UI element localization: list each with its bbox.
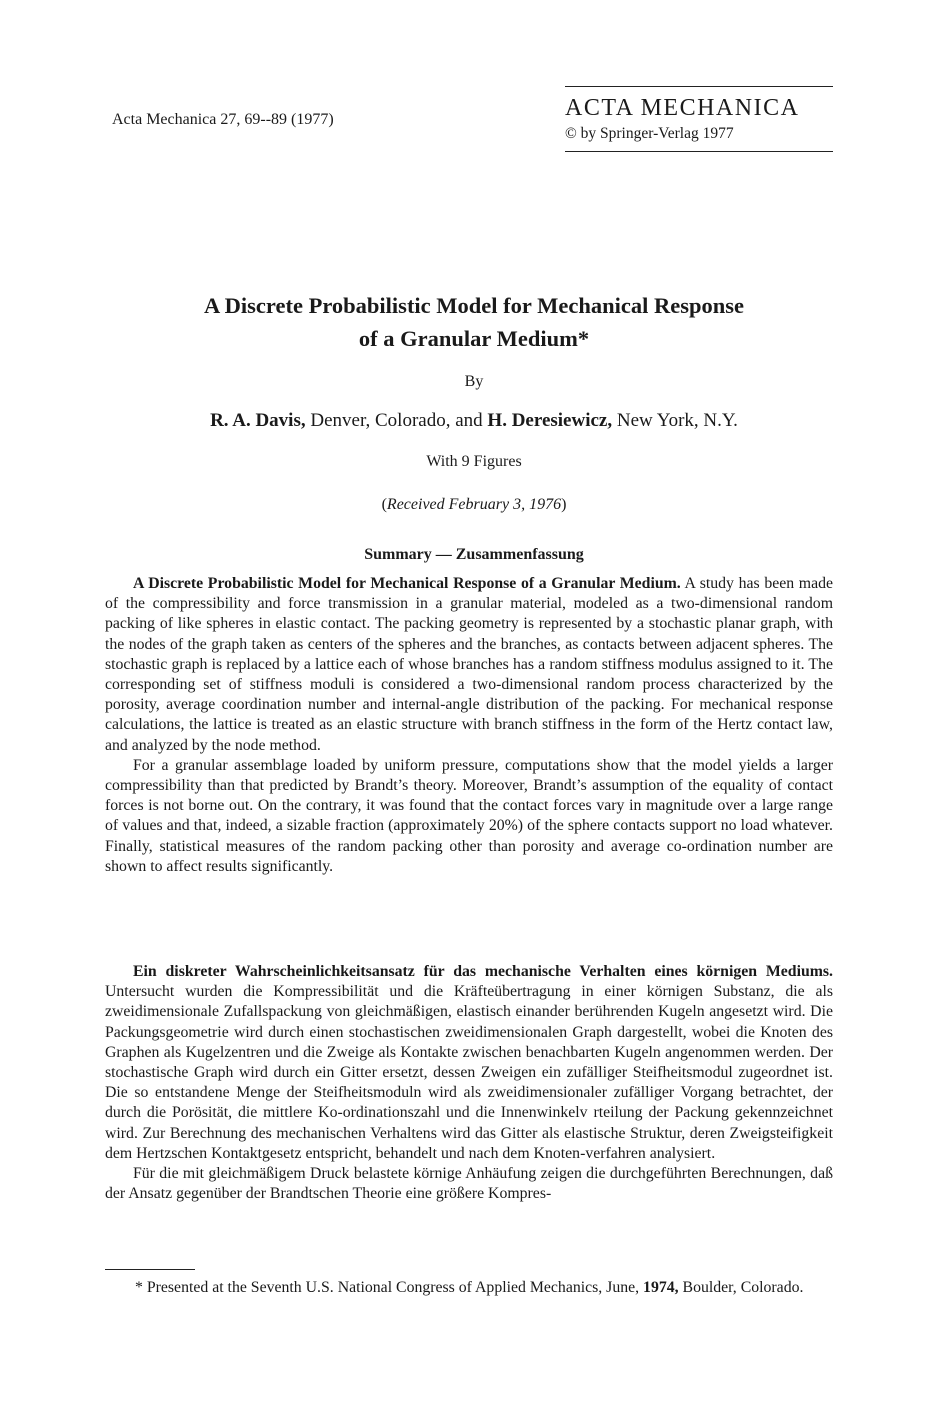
author-2-name: H. Deresiewicz, — [487, 410, 613, 431]
received-text: Received February 3, 1976 — [386, 496, 562, 513]
received-date — [105, 496, 843, 514]
footnote-text-main: * Presented at the Seventh U.S. National Congress of Applied Mechanics, June, — [135, 1279, 644, 1296]
received-close-paren: ) — [561, 496, 567, 513]
received-open-paren: ( — [381, 496, 387, 513]
journal-name: ACTA MECHANICA — [565, 95, 800, 121]
title-line-2: of a Granular Medium* — [358, 326, 590, 351]
article-title — [105, 289, 843, 355]
author-line — [105, 410, 843, 432]
journal-citation: Acta Mechanica 27, 69--89 (1977) — [112, 111, 334, 128]
footnote-rule — [105, 1269, 195, 1270]
footnote-year: 1974, — [643, 1279, 679, 1296]
by-line: By — [464, 373, 484, 390]
german-paragraph-1 — [105, 962, 833, 1164]
copyright-notice: © by Springer-Verlag 1977 — [565, 125, 734, 142]
author-1-location: Denver, Colorado, and — [305, 410, 488, 431]
footnote-location: Boulder, Colorado. — [678, 1279, 804, 1296]
english-paragraph-2: For a granular assemblage loaded by uniform pressure, computations show that the model yields a larger compressibility than that predicted by Brandt’s theory. Moreover, Brandt’s assumption of the equality of contact forces is not borne out. On the contrary, it was found that the contact forces vary in magnitude over a large range of values and that, indeed, a sizable fraction (approximately 20%) of the sphere contacts support no load whatever. Finally, statistical measures of the random packing other than porosity and average co-ordination number are shown to affect results significantly. — [105, 756, 833, 875]
title-line-1: A Discrete Probabilistic Model for Mechanical Response — [204, 293, 744, 318]
german-paragraph-2: Für die mit gleichmäßigem Druck belastete körnige Anhäufung zeigen die durchgeführten Berechnungen, daß der Ansatz gegenüber der Brandtschen Theorie eine größere Kompres- — [105, 1165, 833, 1203]
german-paragraph-1-text: Untersucht wurden die Kompressibilität und die Kräfteübertragung in einer körnigen Substanz, die als zweidimensionale Zufallspackung von gleichmäßigen, elastisch einander berührenden Kugeln angesetzt wird. Die Packungsgeometrie wird durch einen stochastischen zweidimensionalen Graph dargestellt, wobei die Knoten des Graphen als Kugelzentren und die Zweige als Kontakte zwischen benachbarten Kugeln angenommen werden. Der stochastische Graph wird durch ein Gitter ersetzt, dessen Zweigen ein zufälliger Steifheitsmodul zugeordnet ist. Die so entstandene Menge der Steifheitsmoduln wird als zweidimensionaler zufälliger Vorgang betrachtet, der durch die Porösität, die mittlere Ko-ordinationszahl und die Innenwinkelv rteilung der Packung gekennzeichnet wird. Zur Berechnung des mechanischen Verhaltens wird das Gitter als elastische Struktur, deren Zweigsteifigkeit dem Hertzschen Kontaktgesetz entspricht, behandelt und nach dem Knoten-verfahren analysiert. — [105, 983, 833, 1162]
author-2-location: New York, N.Y. — [612, 410, 738, 431]
footnote — [105, 1278, 833, 1299]
figures-note: With 9 Figures — [426, 453, 522, 470]
summary-heading: Summary — Zusammenfassung — [364, 546, 584, 563]
english-paragraph-1 — [105, 574, 833, 756]
journal-masthead — [565, 86, 833, 152]
footnote-text — [105, 1278, 833, 1299]
author-1-name: R. A. Davis, — [210, 410, 306, 431]
masthead-bottom-rule — [565, 151, 833, 152]
german-abstract-title: Ein diskreter Wahrscheinlichkeitsansatz für das mechanische Verhalten eines körnigen Mediums. — [133, 963, 833, 980]
english-abstract — [105, 574, 833, 877]
german-abstract — [105, 962, 833, 1204]
masthead-top-rule — [565, 86, 833, 87]
english-paragraph-1-text: A study has been made of the compressibility and force transmission in a granular material, modeled as a two-dimensional random packing of like spheres in elastic contact. The packing geometry is represented by a stochastic planar graph, with the nodes of the graph taken as centers of the spheres and the branches, as contacts between adjacent spheres. The stochastic graph is replaced by a lattice each of whose branches has a random stiffness modulus assigned to it. The corresponding set of stiffness moduli is considered a two-dimensional random process characterized by the porosity, average coordination number and internal-angle distribution of the packing. For mechanical response calculations, the lattice is treated as an elastic structure with branch stiffness in the form of the Hertz contact law, and analyzed by the node method. — [105, 575, 833, 754]
english-abstract-title: A Discrete Probabilistic Model for Mechanical Response of a Granular Medium. — [133, 575, 681, 592]
